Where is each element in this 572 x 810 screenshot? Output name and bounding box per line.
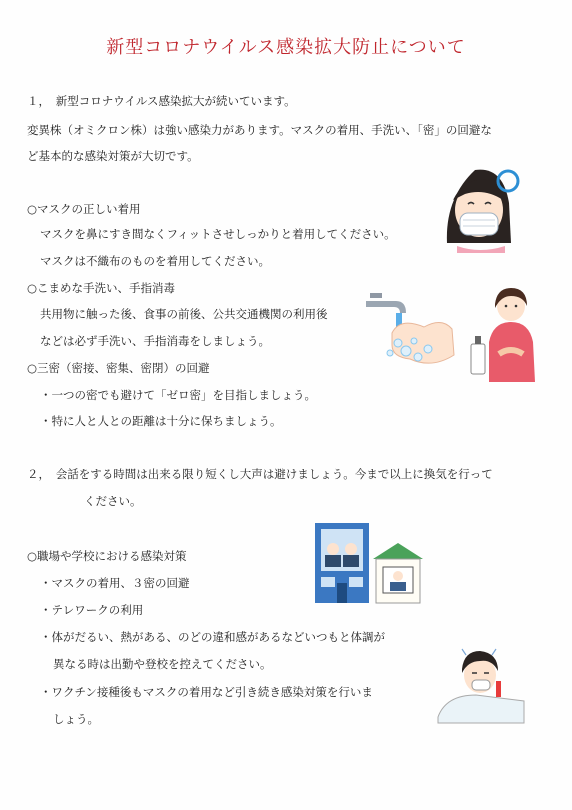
handwashing-illustration — [362, 287, 462, 379]
section2-line2: ください。 — [84, 494, 142, 508]
workplace-item3-line1: ・体がだるい、熱がある、のどの違和感があるなどいつもと体調が — [40, 630, 385, 644]
workplace-heading: ○職場や学校における感染対策 — [27, 549, 187, 563]
three-c-line1: ・一つの密でも避けて「ゼロ密」を目指しましょう。 — [40, 388, 316, 402]
mask-line2: マスクは不織布のものを着用してください。 — [40, 254, 270, 268]
section1-heading: １， 新型コロナウイルス感染拡大が続いています。 — [27, 94, 296, 108]
three-c-heading: ○三密（密接、密集、密閉）の回避 — [27, 361, 210, 375]
masked-woman-illustration — [435, 158, 525, 253]
section2-line1: ２， 会話をする時間は出来る限り短くし大声は避けましょう。今まで以上に換気を行って — [27, 467, 493, 481]
workplace-item2: ・テレワークの利用 — [40, 603, 144, 617]
telework-illustration — [313, 521, 428, 606]
mask-heading: ○マスクの正しい着用 — [27, 202, 141, 216]
page-title: 新型コロナウイルス感染拡大防止について — [106, 37, 466, 58]
handwash-line1: 共用物に触った後、食事の前後、公共交通機関の利用後 — [40, 307, 328, 321]
three-c-line2: ・特に人と人との距離は十分に保ちましょう。 — [40, 414, 282, 428]
workplace-item1: ・マスクの着用、３密の回避 — [40, 576, 190, 590]
handwash-heading: ○こまめな手洗い、手指消毒 — [27, 281, 176, 295]
workplace-item3-line2: 異なる時は出勤や登校を控えてください。 — [53, 657, 272, 671]
section1-intro-line2: ど基本的な感染対策が大切です。 — [27, 149, 199, 163]
mask-line1: マスクを鼻にすき間なくフィットさせしっかりと着用してください。 — [40, 227, 396, 241]
sick-person-illustration — [436, 645, 528, 725]
handwash-line2: などは必ず手洗い、手指消毒をしましょう。 — [40, 334, 270, 348]
workplace-item4-line1: ・ワクチン接種後もマスクの着用など引き続き感染対策を行いま — [40, 685, 373, 699]
sanitizer-woman-illustration — [463, 282, 538, 382]
section1-intro-line1: 変異株（オミクロン株）は強い感染力があります。マスクの着用、手洗い、「密」の回避な — [27, 123, 492, 137]
workplace-item4-line2: しょう。 — [53, 712, 99, 726]
